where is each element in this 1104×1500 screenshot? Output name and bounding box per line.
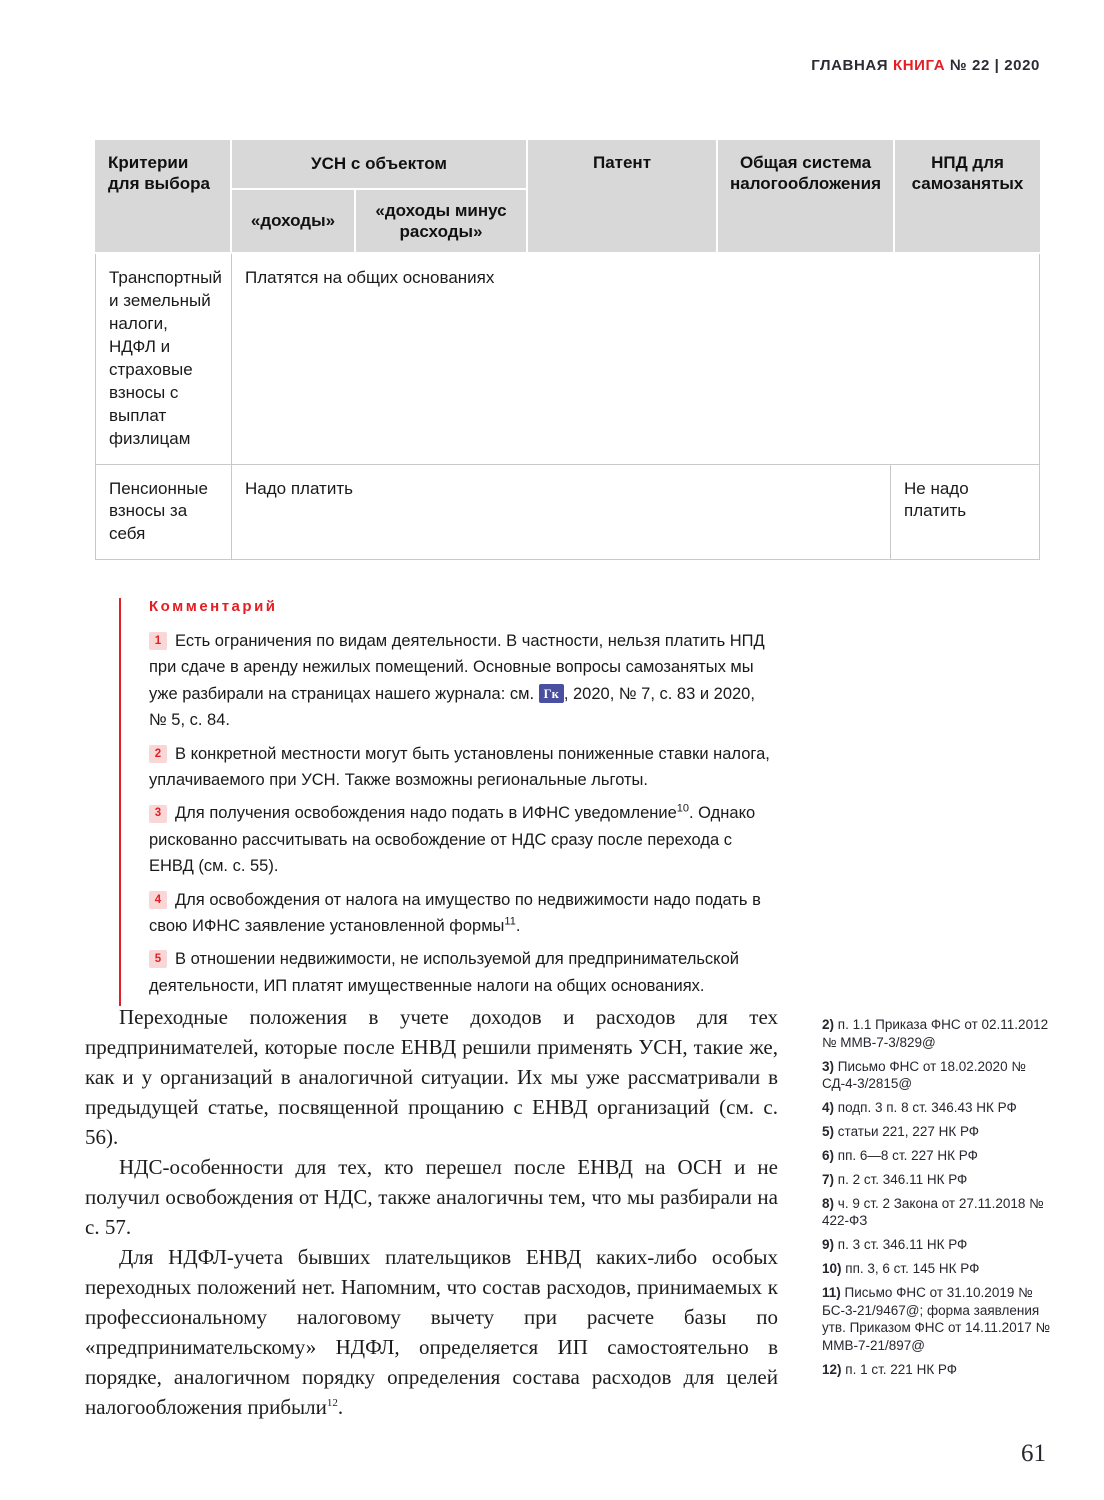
page-number: 61 xyxy=(1021,1440,1046,1467)
comment-item-2 xyxy=(149,741,777,794)
comment-badge-4: 4 xyxy=(149,891,167,909)
col-header-usn-income-minus: «доходы минус расходы» xyxy=(356,190,526,252)
col-header-patent: Патент xyxy=(528,140,716,252)
table-row2-label: Пенсионные взносы за себя xyxy=(96,465,231,560)
footnote-text: п. 3 ст. 346.11 НК РФ xyxy=(837,1237,968,1253)
comment-item-1 xyxy=(149,628,777,734)
footnote-text: п. 1 ст. 221 НК РФ xyxy=(845,1362,958,1377)
footnote-number: 2) xyxy=(822,1017,835,1032)
footnote-text: Письмо ФНС от 18.02.2020 № СД-4-3/2815@ xyxy=(822,1058,1026,1092)
footnotes-sidebar xyxy=(822,1016,1050,1385)
magazine-title-red: КНИГА xyxy=(892,57,946,74)
footnote-marker-10: 10 xyxy=(676,802,690,815)
footnote-8 xyxy=(822,1195,1050,1231)
comment-text: , 2020, № 7, с. 83 и 2020, № 5, с. 84. xyxy=(149,684,755,730)
masthead xyxy=(811,57,1040,74)
footnote-11 xyxy=(822,1284,1050,1355)
footnote-12 xyxy=(822,1361,1050,1379)
footnote-number: 6) xyxy=(822,1147,835,1163)
footnote-text: статьи 221, 227 НК РФ xyxy=(837,1124,980,1140)
footnote-number: 11) xyxy=(822,1284,841,1300)
table-row2-value: Надо платить xyxy=(232,465,890,560)
footnote-text: Письмо ФНС от 31.10.2019 № БС-3-21/9467@; форма заявления утв. Приказом ФНС от 14.11.2017 № ММВ-7-21/897@ xyxy=(822,1284,1050,1354)
footnote-6 xyxy=(822,1147,1050,1165)
footnote-number: 3) xyxy=(822,1058,835,1074)
comment-item-3 xyxy=(149,800,777,879)
footnote-7 xyxy=(822,1171,1050,1189)
col-header-criteria: Критерии для выбора xyxy=(95,140,230,252)
footnote-number: 12) xyxy=(822,1362,842,1377)
gk-journal-icon: Гк xyxy=(539,684,564,704)
footnote-text: ч. 9 ст. 2 Закона от 27.11.2018 № 422-ФЗ xyxy=(822,1195,1044,1229)
table-header xyxy=(95,140,1040,252)
comment-item-5 xyxy=(149,946,777,999)
comment-badge-2: 2 xyxy=(149,745,167,763)
magazine-issue: № 22 | 2020 xyxy=(949,57,1040,74)
comment-block xyxy=(119,598,777,1006)
footnote-2 xyxy=(822,1016,1050,1052)
footnote-4 xyxy=(822,1099,1050,1117)
footnote-number: 10) xyxy=(822,1260,842,1276)
footnote-number: 5) xyxy=(822,1124,835,1140)
col-header-usn: УСН с объектом xyxy=(232,140,526,188)
col-header-usn-income: «доходы» xyxy=(232,190,354,252)
footnote-text: пп. 3, 6 ст. 145 НК РФ xyxy=(845,1260,980,1276)
footnote-number: 9) xyxy=(822,1237,835,1253)
comment-text: . Однако рискованно рассчитывать на освобождение от НДС сразу после перехода с ЕНВД (см. с. 55). xyxy=(149,804,756,876)
footnote-text: подп. 3 п. 8 ст. 346.43 НК РФ xyxy=(837,1100,1017,1116)
footnote-number: 8) xyxy=(822,1195,835,1211)
table-body xyxy=(95,254,1040,560)
table-row1-value: Платятся на общих основаниях xyxy=(232,254,1039,464)
comment-item-4 xyxy=(149,887,777,940)
footnote-text: п. 2 ст. 346.11 НК РФ xyxy=(837,1171,968,1187)
footnote-text: п. 1.1 Приказа ФНС от 02.11.2012 № ММВ-7-3/829@ xyxy=(822,1017,1049,1050)
footnote-number: 4) xyxy=(822,1100,835,1116)
footnote-number: 7) xyxy=(822,1171,835,1187)
footnote-5 xyxy=(822,1123,1050,1141)
comment-badge-3: 3 xyxy=(149,805,167,823)
article-paragraph-3 xyxy=(85,1242,778,1422)
article-paragraph-2: НДС-особенности для тех, кто перешел после ЕНВД на ОСН и не получил освобождения от НДС, также аналогичны тем, что мы разбирали на с. 57. xyxy=(85,1155,778,1240)
footnote-marker-12: 12 xyxy=(326,1397,338,1410)
table-row2-npd-value: Не надо платить xyxy=(891,465,1039,560)
comment-text: Есть ограничения по видам деятельности. В частности, нельзя платить НПД при сдаче в аренду нежилых помещений. Основные вопросы самозанятых мы уже разбирали на страницах нашего журнала: см. xyxy=(149,632,765,703)
comment-text: Для получения освобождения надо подать в ИФНС уведомление xyxy=(175,804,677,823)
article-body xyxy=(85,1002,778,1422)
footnote-3 xyxy=(822,1058,1050,1094)
col-header-osn: Общая система налогообложения xyxy=(718,140,893,252)
comment-text: . xyxy=(515,916,521,935)
magazine-title-black: ГЛАВНАЯ xyxy=(811,57,889,74)
footnote-9 xyxy=(822,1236,1050,1254)
tax-regimes-table xyxy=(95,140,1040,560)
article-text: Для НДФЛ-учета бывших плательщиков ЕНВД каких-либо особых переходных положений нет. Напомним, что состав расходов, принимаемых к профессиональному налоговому вычету при расчете базы по «предпринимательскому» НДФЛ, определяется ИП самостоятельно в порядке, аналогичном порядку определения состава расходов для целей налогообложения прибыли xyxy=(85,1245,778,1420)
footnote-text: пп. 6—8 ст. 227 НК РФ xyxy=(837,1147,978,1163)
footnote-marker-11: 11 xyxy=(504,915,516,928)
table-row1-label: Транспортный и земельный налоги, НДФЛ и страховые взносы с выплат физлицам xyxy=(96,254,231,464)
comment-badge-1: 1 xyxy=(149,632,167,650)
comment-text: В конкретной местности могут быть установлены пониженные ставки налога, уплачиваемого при УСН. Также возможны региональные льготы. xyxy=(149,744,770,789)
comment-text: В отношении недвижимости, не используемой для предпринимательской деятельности, ИП платят имущественные налоги на общих основаниях. xyxy=(149,950,739,995)
article-paragraph-1: Переходные положения в учете доходов и расходов для тех предпринимателей, которые после ЕНВД решили применять УСН, такие же, как и у организаций в аналогичной ситуации. Их мы уже рассматривали в предыдущей статье, посвященной прощанию с ЕНВД организаций (см. с. 56). xyxy=(85,1005,778,1150)
footnote-10 xyxy=(822,1260,1050,1278)
comment-badge-5: 5 xyxy=(149,950,167,968)
col-header-npd: НПД для самозанятых xyxy=(895,140,1040,252)
article-text: . xyxy=(337,1395,344,1420)
comment-title: Комментарий xyxy=(149,598,278,615)
comment-text: Для освобождения от налога на имущество по недвижимости надо подать в свою ИФНС заявление установленной формы xyxy=(149,890,761,935)
